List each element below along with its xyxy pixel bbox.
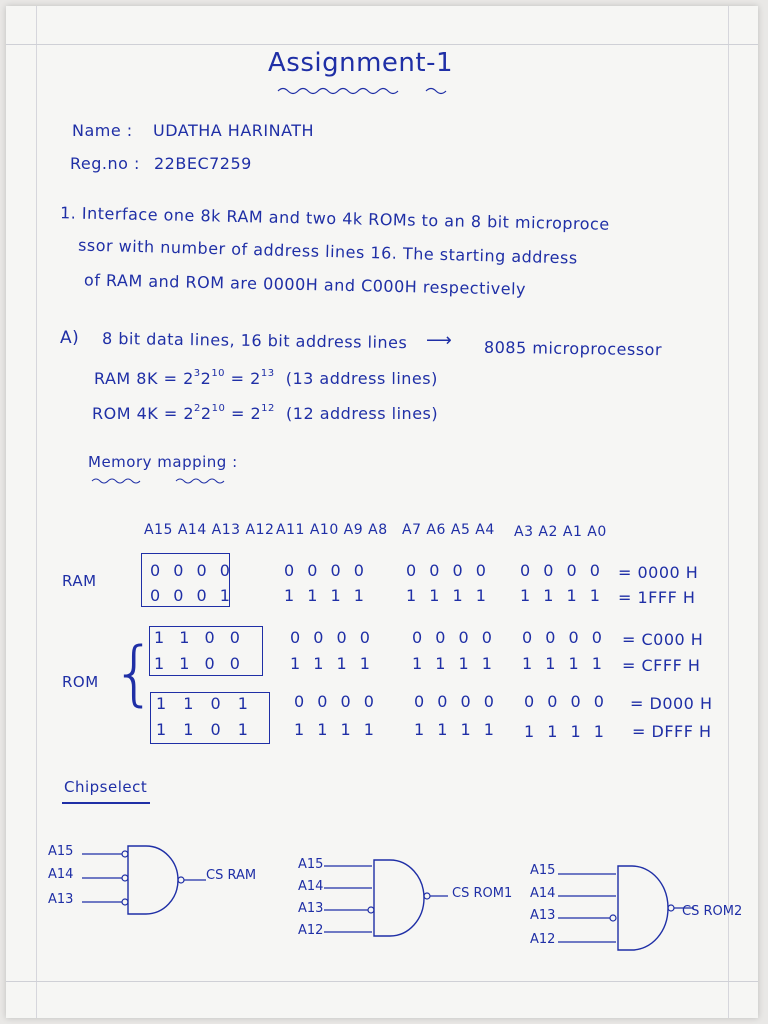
map-row-6-g4: 1 1 1 1 (524, 722, 608, 741)
rom-calc-equals: = (230, 404, 245, 423)
ram-calc-label: RAM 8K = (94, 369, 178, 388)
map-row-6-result: = DFFF H (632, 722, 712, 741)
left-margin-line (36, 6, 37, 1018)
map-row-3-g4: 0 0 0 0 (522, 628, 606, 647)
gate3-and-symbol (558, 864, 698, 954)
gate2-input-2: A14 (298, 879, 324, 894)
question-line-2: ssor with number of address lines 16. The starting address (77, 235, 578, 268)
rom-calc-base-2: 2 (200, 404, 212, 423)
gate3-input-4: A12 (530, 932, 556, 947)
map-row-5-result: = D000 H (630, 694, 713, 713)
addr-header-1: A15 A14 A13 A12 (144, 522, 275, 538)
ram-calc-exp-2: 10 (211, 368, 226, 379)
rom-calc-exp-1: 2 (194, 403, 201, 414)
addr-header-4: A3 A2 A1 A0 (514, 524, 607, 540)
regno-label: Reg.no : (70, 154, 140, 173)
name-label: Name : (72, 121, 133, 140)
ram-calc-base-1: 2 (183, 369, 194, 388)
map-row-4-g3: 1 1 1 1 (412, 654, 496, 673)
answer-line-1-left: 8 bit data lines, 16 bit address lines (101, 328, 408, 353)
map-row-3-g2: 0 0 0 0 (290, 628, 374, 647)
ram-calc-exp-1: 3 (193, 368, 201, 379)
map-row-2-g4: 1 1 1 1 (520, 586, 604, 605)
gate1-input-1: A15 (48, 844, 74, 859)
gate1-input-3: A13 (48, 892, 74, 907)
chipselect-heading: Chipselect (64, 778, 148, 796)
map-row-1-g4: 0 0 0 0 (520, 561, 604, 580)
gate2-input-1: A15 (298, 857, 324, 872)
right-margin-line (728, 6, 729, 1018)
memory-mapping-heading: Memory mapping : (88, 453, 238, 471)
map-row-6-g2: 1 1 1 1 (294, 720, 378, 739)
map-row-5-g1: 1 1 0 1 (156, 694, 254, 713)
gate2-output: CS ROM1 (452, 886, 513, 901)
map-row-5-g2: 0 0 0 0 (294, 692, 378, 711)
ram-calc (94, 368, 438, 388)
rom-calc-exp-2: 10 (211, 403, 226, 414)
gate3-output: CS ROM2 (682, 904, 743, 919)
name-value: UDATHA HARINATH (153, 121, 315, 140)
map-row-5-g4: 0 0 0 0 (524, 692, 608, 711)
rom-calc (92, 403, 438, 423)
regno-value: 22BEC7259 (154, 154, 252, 173)
ram-calc-equals: = (230, 369, 245, 388)
notebook-page (6, 6, 758, 1018)
rom-calc-label: ROM 4K = (92, 404, 178, 423)
gate1-output: CS RAM (206, 868, 257, 883)
ram-calc-note: (13 address lines) (285, 369, 438, 388)
chipselect-underline (62, 802, 150, 804)
map-row-1-g1: 0 0 0 0 (150, 561, 234, 580)
question-line-3: of RAM and ROM are 0000H and C000H respectively (83, 270, 527, 299)
gate3-input-1: A15 (530, 863, 556, 878)
rom-label: ROM (62, 673, 99, 691)
arrow-glyph: ⟶ (426, 330, 453, 351)
gate2-input-4: A12 (298, 923, 324, 938)
gate3-input-3: A13 (530, 908, 556, 923)
rom-brace: { (112, 632, 157, 714)
gate3-input-2: A14 (530, 886, 556, 901)
map-row-4-g4: 1 1 1 1 (522, 654, 606, 673)
ram-calc-base-2: 2 (200, 369, 212, 388)
map-row-6-g1: 1 1 0 1 (156, 720, 254, 739)
question-line-1: 1. Interface one 8k RAM and two 4k ROMs to an 8 bit microproce (59, 203, 610, 234)
page-title: Assignment-1 (268, 48, 454, 78)
rom-calc-exp-3: 12 (261, 403, 275, 414)
map-row-6-g3: 1 1 1 1 (414, 720, 498, 739)
map-row-1-g2: 0 0 0 0 (284, 561, 368, 580)
memory-heading-underline (90, 476, 250, 486)
ram-calc-base-3: 2 (250, 369, 261, 388)
map-row-2-g3: 1 1 1 1 (406, 586, 490, 605)
ram-label: RAM (62, 572, 97, 590)
map-row-2-g2: 1 1 1 1 (284, 586, 368, 605)
map-row-3-result: = C000 H (622, 630, 704, 649)
map-row-2-result: = 1FFF H (618, 588, 696, 607)
top-rule (6, 44, 758, 45)
addr-header-3: A7 A6 A5 A4 (402, 522, 495, 538)
map-row-3-g1: 1 1 0 0 (154, 628, 245, 647)
map-row-1-result: = 0000 H (618, 563, 699, 582)
answer-label: A) (60, 328, 80, 348)
title-underline (276, 86, 456, 96)
gate1-and-symbol (82, 842, 202, 922)
map-row-5-g3: 0 0 0 0 (414, 692, 498, 711)
ram-calc-exp-3: 13 (260, 368, 275, 379)
map-row-1-g3: 0 0 0 0 (406, 561, 490, 580)
answer-line-1-right: 8085 microprocessor (483, 337, 663, 360)
rom-calc-base-1: 2 (183, 404, 195, 423)
gate2-and-symbol (324, 858, 454, 938)
map-row-2-g1: 0 0 0 1 (150, 586, 234, 605)
rom-calc-base-3: 2 (250, 404, 262, 423)
bottom-rule (6, 981, 758, 982)
map-row-4-result: = CFFF H (622, 656, 701, 675)
gate2-input-3: A13 (298, 901, 324, 916)
map-row-4-g1: 1 1 0 0 (154, 654, 245, 673)
map-row-3-g3: 0 0 0 0 (412, 628, 496, 647)
map-row-4-g2: 1 1 1 1 (290, 654, 374, 673)
rom-calc-note: (12 address lines) (286, 404, 439, 423)
gate1-input-2: A14 (48, 867, 74, 882)
addr-header-2: A11 A10 A9 A8 (276, 522, 388, 538)
